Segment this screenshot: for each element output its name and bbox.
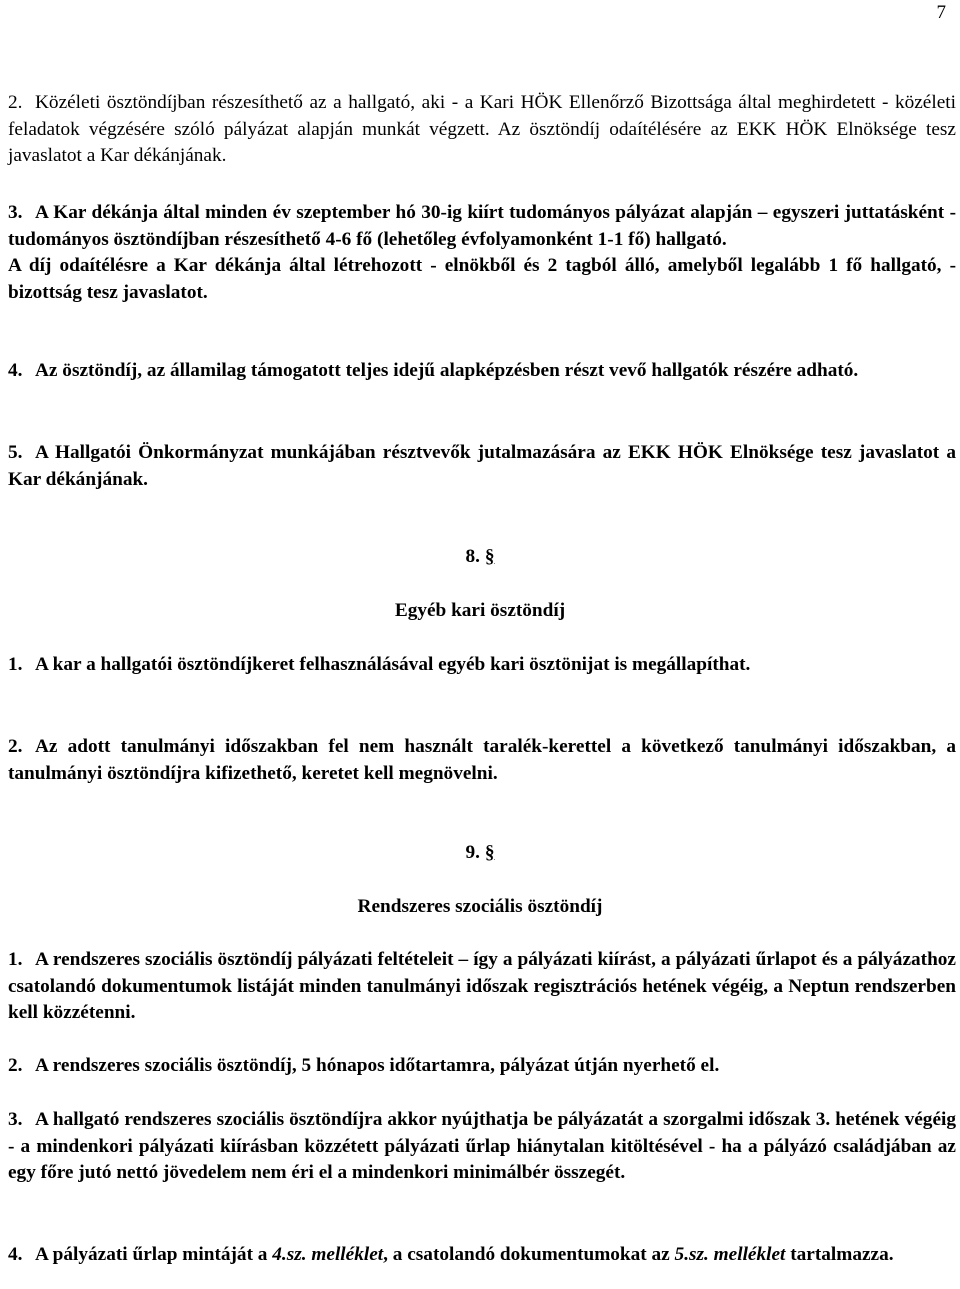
section-symbol: § bbox=[484, 546, 495, 567]
paragraph-text-continued: A díj odaítélésre a Kar dékánja által létrehozott - elnökből és 2 tagból álló, amelyből legalább 1 fő hallgató, - bizottság tesz javaslatot. bbox=[8, 255, 956, 303]
paragraph-text: Az ösztöndíj, az államilag támogatott teljes idejű alapképzésben részt vevő hallgatók részére adható. bbox=[35, 360, 859, 381]
paragraph-number: 4. bbox=[8, 360, 23, 381]
item-text: A rendszeres szociális ösztöndíj pályázati feltételeit – így a pályázati kiírást, a pályázati űrlapot és a pályázathoz csatolandó dokumentumok listáját minden tanulmányi időszak regisztrációs hetének végéig, a Neptun rendszerben kell közzétenni. bbox=[8, 949, 956, 1023]
paragraph-text: A Kar dékánja által minden év szeptember hó 30-ig kiírt tudományos pályázat alapján – egyszeri juttatásként - tudományos ösztöndíjban részesíthető 4-6 fő (lehetőleg évfolyamonként 1-1 fő) hallgató. bbox=[8, 202, 956, 250]
item-text: A pályázati űrlap mintáját a bbox=[35, 1244, 273, 1265]
section-9-item-2 bbox=[8, 1053, 956, 1080]
section-9-item-3 bbox=[8, 1107, 956, 1187]
annex-reference: 5.sz. melléklet bbox=[674, 1244, 786, 1265]
section-9-item-1 bbox=[8, 947, 956, 1027]
paragraph-2 bbox=[8, 90, 956, 170]
paragraph-4 bbox=[8, 358, 956, 385]
paragraph-text: Közéleti ösztöndíjban részesíthető az a hallgató, aki - a Kari HÖK Ellenőrző Bizottsága által meghirdetett - közéleti feladatok végzésére szóló pályázat alapján munkát végzett. Az ösztöndíj odaítélésére az EKK HÖK Elnöksége tesz javaslatot a Kar dékánjának. bbox=[8, 92, 956, 166]
section-8-title: Egyéb kari ösztöndíj bbox=[394, 600, 566, 621]
paragraph-text: A Hallgatói Önkormányzat munkájában résztvevők jutalmazására az EKK HÖK Elnöksége tesz javaslatot a Kar dékánjának. bbox=[8, 442, 956, 490]
item-text: tartalmazza. bbox=[785, 1244, 894, 1265]
section-8-item-2 bbox=[8, 734, 956, 787]
paragraph-number: 5. bbox=[8, 442, 23, 463]
item-text: A rendszeres szociális ösztöndíj, 5 hónapos időtartamra, pályázat útján nyerhető el. bbox=[35, 1055, 720, 1076]
item-number: 1. bbox=[8, 949, 23, 970]
item-number: 3. bbox=[8, 1109, 23, 1130]
item-number: 2. bbox=[8, 736, 23, 757]
item-text: , a csatolandó dokumentumokat az bbox=[383, 1244, 675, 1265]
section-9-title: Rendszeres szociális ösztöndíj bbox=[357, 896, 603, 917]
item-number: 4. bbox=[8, 1244, 23, 1265]
paragraph-5 bbox=[8, 440, 956, 493]
item-number: 1. bbox=[8, 654, 23, 675]
section-9-item-4 bbox=[8, 1242, 956, 1269]
page-number: 7 bbox=[936, 2, 946, 23]
section-symbol: § bbox=[484, 842, 495, 863]
item-number: 2. bbox=[8, 1055, 23, 1076]
section-8-item-1 bbox=[8, 652, 956, 679]
paragraph-number: 3. bbox=[8, 202, 23, 223]
annex-reference: 4.sz. melléklet bbox=[272, 1244, 384, 1265]
paragraph-3 bbox=[8, 200, 956, 306]
section-9-number: 9. § bbox=[465, 842, 495, 863]
item-text: A hallgató rendszeres szociális ösztöndíjra akkor nyújthatja be pályázatát a szorgalmi időszak 3. hetének végéig - a mindenkori pályázati kiírásban közzétett pályázati űrlap hiánytalan kitöltésével - ha a pályázó családjában az egy főre jutó nettó jövedelem nem éri el a mindenkori minimálbér összegét. bbox=[8, 1109, 956, 1183]
item-text: Az adott tanulmányi időszakban fel nem használt taralék-kerettel a következő tanulmányi időszakban, a tanulmányi ösztöndíjra kifizethető, keretet kell megnövelni. bbox=[8, 736, 956, 784]
item-text: A kar a hallgatói ösztöndíjkeret felhasználásával egyéb kari ösztönijat is megállapíthat. bbox=[35, 654, 751, 675]
section-8-number: 8. § bbox=[465, 546, 495, 567]
paragraph-number: 2. bbox=[8, 92, 23, 113]
